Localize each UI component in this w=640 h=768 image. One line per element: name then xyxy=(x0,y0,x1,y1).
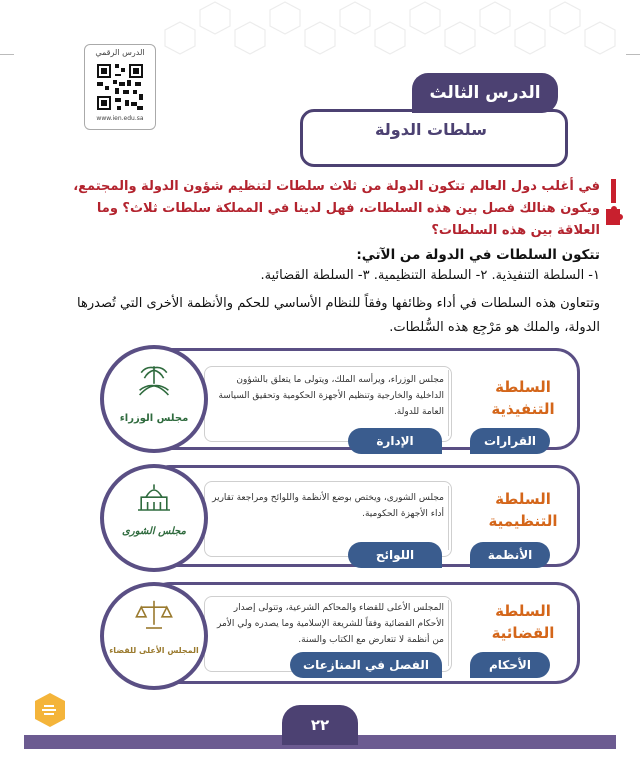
digital-lesson-qr[interactable] xyxy=(84,44,156,130)
card-divider xyxy=(448,600,449,666)
card-regulatory-name-2: التنظيمية xyxy=(488,512,558,530)
pill-rulings: الأحكام xyxy=(470,652,550,678)
pill-decisions: القرارات xyxy=(470,428,550,454)
powers-paragraph: وتتعاون هذه السلطات في أداء وظائفها وفقاً للنظام الأساسي للحكم والأنظمة الأخرى التي تُصدرها الدولة، والملك هو مَرْجِع هذه السُّلطات. xyxy=(77,296,600,335)
card-judicial-desc: المجلس الأعلى للقضاء والمحاكم الشرعية، وتتولى إصدار الأحكام القضائية وفقاً للشريعة الإسلامية وما يصدره ولي الأمر من أنظمة لا تتعارض مع الكتاب والسنة. xyxy=(216,603,444,645)
palm-swords-emblem-icon xyxy=(130,363,178,403)
emblem-shura-council xyxy=(100,464,208,572)
emblem-caption: المجلس الأعلى للقضاء xyxy=(109,646,199,655)
card-executive-name-1: السلطة xyxy=(495,378,551,396)
emblem-supreme-judicial-council xyxy=(100,582,208,690)
emblem-caption: مجلس الشورى xyxy=(122,526,186,537)
qr-url[interactable]: www.ien.edu.sa xyxy=(96,115,144,122)
powers-list: ١- السلطة التنفيذية. ٢- السلطة التنظيمية. ٣- السلطة القضائية. xyxy=(260,268,600,283)
card-divider xyxy=(448,486,449,550)
puzzle-icon xyxy=(603,205,623,227)
emblem-caption: مجلس الوزراء xyxy=(119,413,189,424)
shura-emblem-icon xyxy=(130,478,178,518)
card-judicial-name-2: القضائية xyxy=(491,624,555,642)
powers-lead: تتكون السلطات في الدولة من الآتي: xyxy=(356,247,600,263)
card-regulatory-name-1: السلطة xyxy=(495,490,551,508)
lesson-title: سلطات الدولة xyxy=(375,120,487,139)
card-executive-desc: مجلس الوزراء، ويرأسه الملك، ويتولى ما يتعلق بالشؤون الداخلية والخارجية وتنظيم الأجهزة الحكومية وتحقيق السياسة العامة للدولة. xyxy=(218,375,444,417)
pill-dispute-resolution: الفصل في المنازعات xyxy=(290,652,442,678)
pill-regulations: اللوائح xyxy=(348,542,442,568)
crop-mark xyxy=(626,54,640,55)
intro-accent-bar xyxy=(611,179,616,203)
emblem-council-of-ministers xyxy=(100,345,208,453)
qr-title: الدرس الرقمي xyxy=(95,48,145,57)
card-regulatory-desc: مجلس الشورى، ويختص بوضع الأنظمة واللوائح ومراجعة تقارير أداء الأجهزة الحكومية. xyxy=(212,493,444,519)
crop-mark xyxy=(0,54,14,55)
card-executive-name-2: التنفيذية xyxy=(491,400,555,418)
justice-emblem-icon xyxy=(130,596,178,636)
decorative-hex-icon xyxy=(30,690,70,730)
intro-question: في أغلب دول العالم تتكون الدولة من ثلاث سلطات لتنظيم شؤون الدولة والمجتمع، ويكون هنالك فصل بين هذه السلطات، فهل لدينا في المملكة سلطات ثلاث؟ وما العلاقة بين هذه السلطات؟ xyxy=(73,179,600,238)
page-number: ٢٢ xyxy=(282,705,358,745)
qr-code-icon[interactable] xyxy=(95,62,145,112)
lesson-number-tab: الدرس الثالث xyxy=(412,73,558,113)
card-divider xyxy=(448,370,449,436)
card-judicial-name-1: السلطة xyxy=(495,602,551,620)
pill-laws: الأنظمة xyxy=(470,542,550,568)
pill-administration: الإدارة xyxy=(348,428,442,454)
